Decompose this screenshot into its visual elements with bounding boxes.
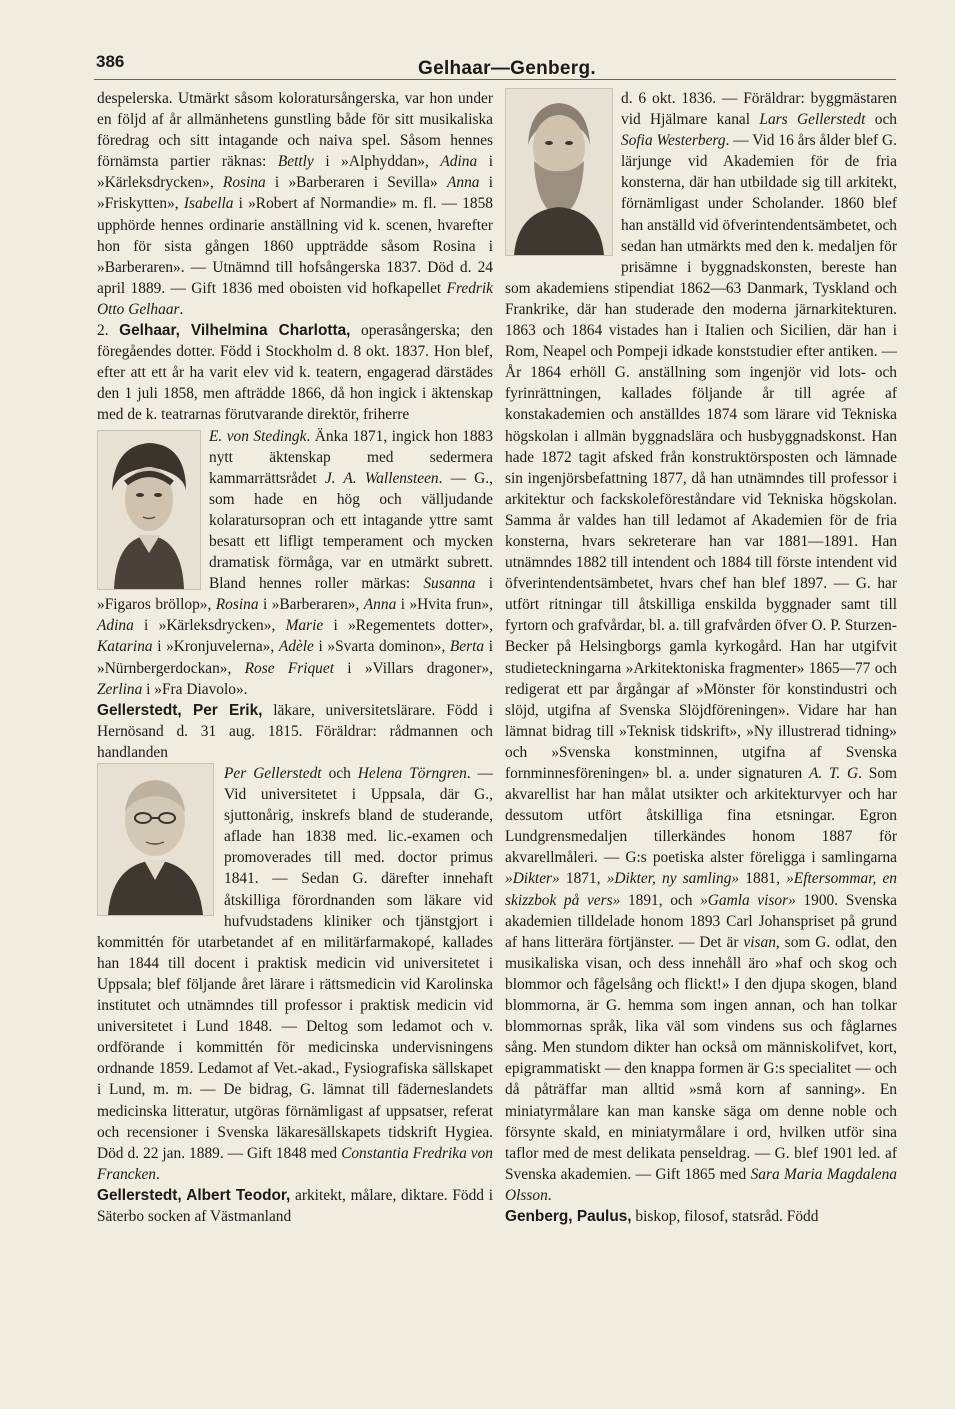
entry-gellerstedt-per-erik-body: Per Gellerstedt och Helena Törngren. — Vid universitetet i Uppsala, där G., sjuttonårig, inskrefs bland de studerande, aflade han 1838 med. lic.-examen och promoverades till med. doctor primus 1841. — Sedan G. därefter innehaft åtskilliga förordnanden som läkare vid hufvudstadens kliniker och tjänstgjort i kommittén för utarbetandet af en militärfarmakopé, kallades han 1844 till docent i praktisk medicin vid universitetet i Uppsala; blef följande året lärare i rättsmedicin vid Karolinska institutet och utnämndes till professor i praktisk medicin vid universitetet i Lund 1848. — Deltog som ledamot och v. ordförande i kommittén för medicinska undervisningens ordnande 1859. Ledamot af Vet.-akad., Fysiografiska sällskapet i Lund, m. m. — De bidrag, G. lämnat till fäderneslandets medicinska litteratur, utgöras förnämligast af uppsatser, referat och recensioner i Svenska läkaresällskapets tidskrift Hygiea. Död d. 22 jan. 1889. — Gift 1848 med Constantia Fredrika von Francken.: [97, 765, 493, 1183]
entry-gellerstedt-albert-continuation: d. 6 okt. 1836. — Föräldrar: byggmästaren vid Hjälmare kanal Lars Gellerstedt och Sofia Westerberg. — Vid 16 års ålder blef G. lärjunge vid Akademien för de fria konsterna, där han utbildade sig till arkitekt, förnämligast under Scholander. 1860 blef han anställd vid öfverintendentsämbetet, och sedan han utmärkts med den k. medaljen för prisämne i byggnadskonsten, bereste han som akademiens stipendiat 1862—63 Danmark, Tyskland och Frankrike, där han studerade den moderna järnarkitekturen. 1863 och 1864 vistades han i Italien och Sicilien, där han i Rom, Neapel och Pompeji idkade konststudier efter antiken. — År 1864 erhöll G. anställning som ingenjör vid lots- och fyrinrättningen, kallades följande år till agrée af konstakademien och anställdes 1874 som lärare vid Tekniska högskolan i allmän byggnadslära och husbyggnadskonst. Han hade 1872 tagit afsked från konstruktörsposten och lämnade sin ingenjörsbefattning 1877, då han utnämndes till professor i arkitektur och fackskoleföreståndare vid Tekniska högskolan. Samma år valdes han till ledamot af Akademien för de fria konsterna, hvars sekreterare han var 1881—1891. Han utnämndes 1882 till intendent och 1884 till förste intendent vid öfverintendentsämbetet, hvars chef han blef 1897. — G. har utfört ritningar till åtskilliga enskilda byggnader samt till fyrtorn och grafvårdar, bl. a. till grafvården öfver O. P. Sturzen-Becker på Helsingborgs gamla kyrkogård. Han har utgifvit studieteckningarna »Arkitektoniska fragmenter» 1865—77 och redigerat ett par årgångar af »Mönster för konstindustri och slöjd, utgifna af Svenska Slöjdföreningen». Vidare har han lämnat bidrag till »Teknisk tidskrift», »Ny illustrerad tidning» och »Svenska konstminnen, utgifna af Svenska fornminnesföreningen» bl. a. under signaturen A. T. G. Som akvarellist har han målat utsikter och arkitekturvyer och har dessutom utfört åtskilliga fina etsningar. Egron Lundgrensmedaljen tillerkändes honom 1887 för akvarellmåleri. — G:s poetiska alster föreligga i samlingarna »Dikter» 1871, »Dikter, ny samling» 1881, »Eftersommar, en skizzbok på vers» 1891, och »Gamla visor» 1900. Svenska akademien tilldelade honom 1893 Carl Johanspriset på grund af hans litterära förtjänster. — Det är visan, som G. odlat, den musikaliska visan, och dess innehåll äro »haf och skog och blommor och fågelsång och flickt!» I den djupa skogen, bland blommorna, är G. hemma som ingen annan, och han tolkar blommornas språk, lika väl som vindens sus och fåglarnes sång. Men stundom dikter han också om människolifvet, kort, epigrammatiskt — den knappa formen är G:s specialitet — och då påträffar man alltid »små korn af sanning». En miniatyrmålare kan man kanske säga om denne noble och försynte skald, en miniatyrmålare i ord, hvilken utför sina taflor med de mest delikata penseldrag. — G. blef 1901 led. af Svenska akademien. — Gift 1865 med Sara Maria Magdalena Olsson.: [505, 90, 898, 1204]
page-number: 386: [96, 52, 125, 71]
left-column: [97, 88, 493, 1227]
portrait-albert-gellerstedt: [505, 88, 613, 256]
entry-genberg-paulus: Genberg, Paulus, biskop, filosof, statsråd. Född: [505, 1207, 819, 1225]
entry-gelhaar-vilhelmina-body: E. von Stedingk. Änka 1871, ingick hon 1883 nytt äktenskap med sedermera kammarrättsrådet J. A. Wallensteen. — G., som hade en hög och välljudande kolaratursopran och ett intagande yttre samt besatt ett lifligt temperament och mycken dramatisk förmåga, var en utmärkt subrett. Bland hennes roller märkas: Susanna i »Figaros bröllop», Rosina i »Barberaren», Anna i »Hvita frun», Adina i »Kärleksdrycken», Marie i »Regementets dotter», Katarina i »Kronjuvelerna», Adèle i »Svarta dominon», Berta i »Nürnbergerdockan», Rose Friquet i »Villars dragoner», Zerlina i »Fra Diavolo».: [97, 427, 494, 698]
entry-1-continuation: despelerska. Utmärkt såsom koloratursångerska, var hon under en följd af år allmänhetens gunstling både för sitt musikaliska föredrag och sitt intagande och naiva spel. Såsom hennes förnämsta partier räknas: Bettly i »Alphyddan», Adina i »Kärleksdrycken», Rosina i »Barberaren i Sevilla» Anna i »Friskytten», Isabella i »Robert af Normandie» m. fl. — 1858 upphörde hennes ordinarie anställning vid k. scenen, hvarefter hon för sista gången 1860 uppträdde såsom Rosina i »Barberaren». — Utnämnd till hofsångerska 1837. Död d. 24 april 1889. — Gift 1836 med oboisten vid hofkapellet Fredrik Otto Gelhaar.: [97, 90, 494, 318]
entry-heading: Genberg, Paulus,: [505, 1207, 632, 1225]
header-rule: [94, 79, 896, 80]
entry-gelhaar-vilhelmina: 2. Gelhaar, Vilhelmina Charlotta, operasångerska; den föregåendes dotter. Född i Stockholm d. 8 okt. 1837. Hon blef, efter att ett år ha varit elev vid k. teatern, engagerad därstädes den 1 juli 1858, men afträdde 1866, då hon ingick i äktenskap med de k. teatrarnas förutvarande direktör, friherre: [97, 322, 493, 424]
entry-heading: Gellerstedt, Albert Teodor,: [97, 1186, 291, 1204]
portrait-vilhelmina-gelhaar: [97, 430, 201, 590]
entry-gellerstedt-per-erik: Gellerstedt, Per Erik, läkare, universitetslärare. Född i Hernösand d. 31 aug. 1815. Föräldrar: rådmannen och handlanden: [97, 701, 493, 761]
portrait-per-erik-gellerstedt: [97, 763, 214, 916]
running-head: Gelhaar—Genberg.: [418, 58, 596, 79]
right-column: [505, 88, 897, 1227]
entry-gellerstedt-albert: Gellerstedt, Albert Teodor, arkitekt, målare, diktare. Född i Säterbo socken af Västmanland: [97, 1186, 493, 1225]
entry-heading: Gelhaar, Vilhelmina Charlotta,: [119, 322, 351, 340]
entry-heading: Gellerstedt, Per Erik,: [97, 701, 263, 719]
